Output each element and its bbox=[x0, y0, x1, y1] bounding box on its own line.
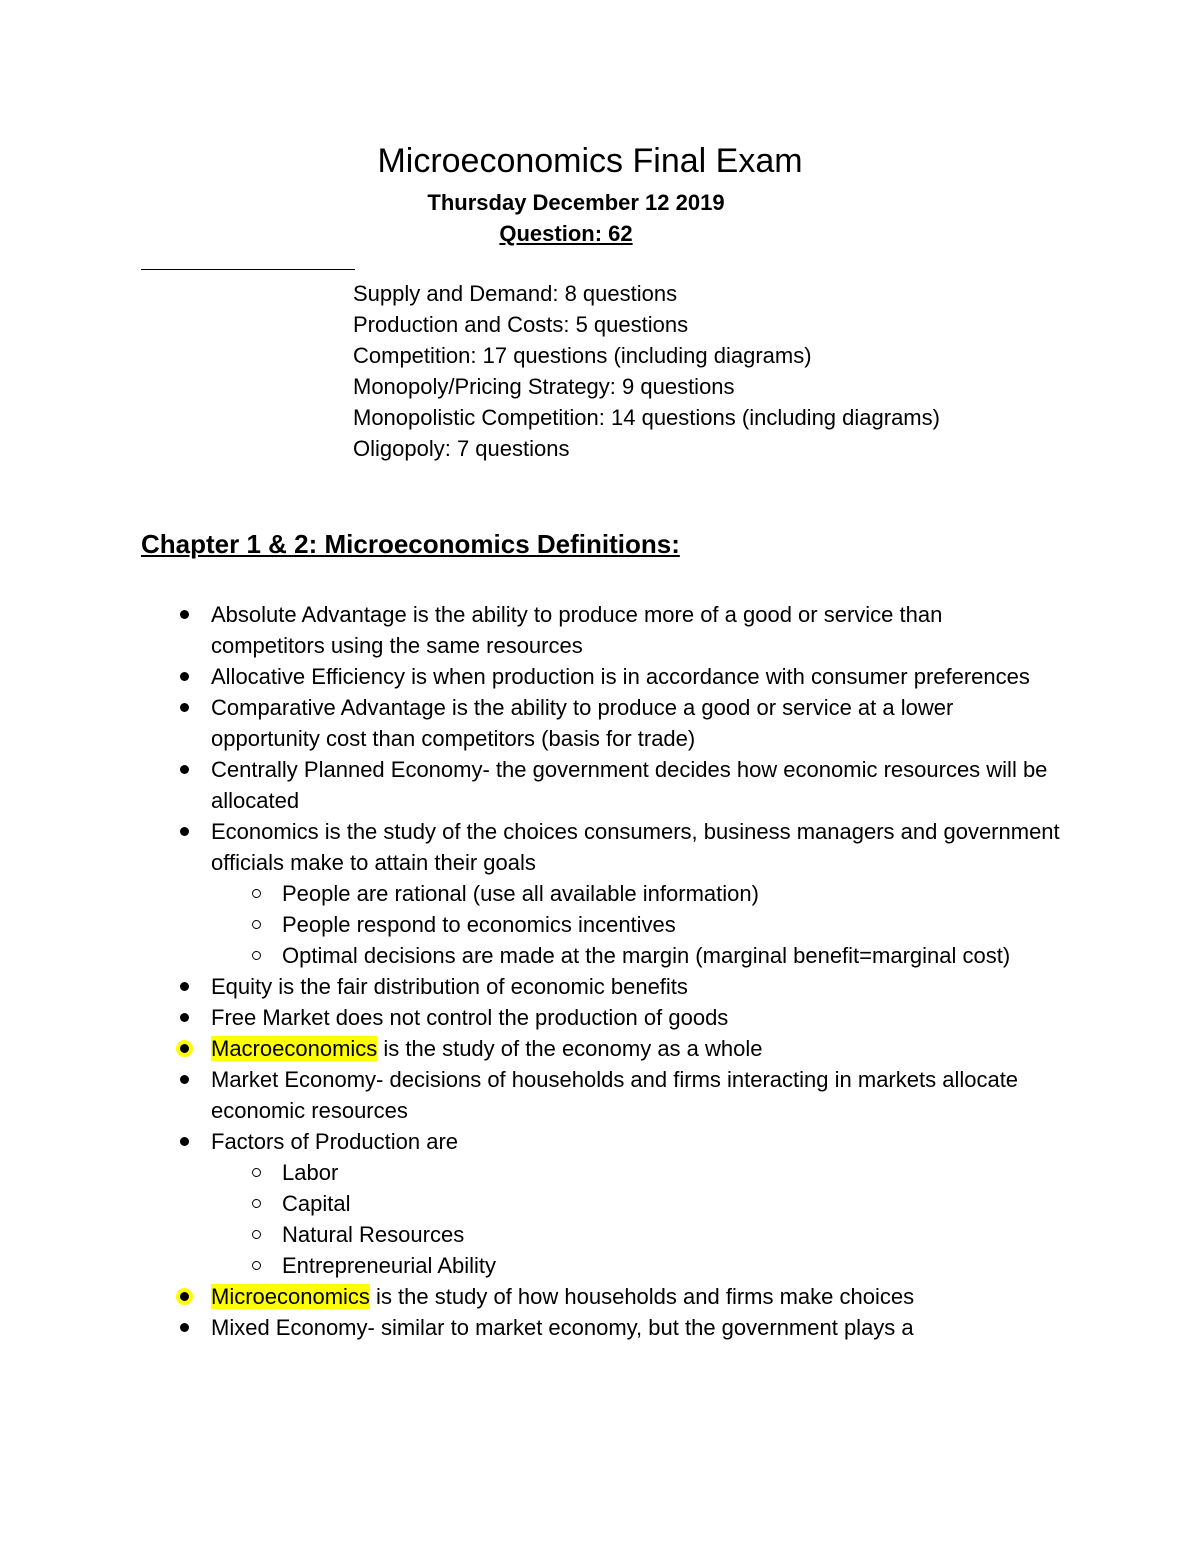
definition-centrally-planned-economy: Centrally Planned Economy- the government decides how economic resources will be allocated bbox=[141, 754, 1061, 816]
topic-item: Monopoly/Pricing Strategy: 9 questions bbox=[353, 374, 735, 399]
definition-comparative-advantage: Comparative Advantage is the ability to produce a good or service at a lower opportunity cost than competitors (basis for trade) bbox=[141, 692, 1061, 754]
exam-date: Thursday December 12 2019 bbox=[427, 190, 725, 215]
topic-item: Supply and Demand: 8 questions bbox=[353, 281, 678, 306]
definition-factors-text: Factors of Production are bbox=[211, 1129, 459, 1154]
economics-sub-list bbox=[211, 878, 1061, 971]
definition-text: is the study of the economy as a whole bbox=[377, 1036, 763, 1061]
topic-item: Competition: 17 questions (including diagrams) bbox=[353, 343, 812, 368]
definition-factors-of-production bbox=[141, 1126, 1061, 1281]
page-title: Microeconomics Final Exam bbox=[377, 142, 803, 180]
sub-item: Optimal decisions are made at the margin (marginal benefit=marginal cost) bbox=[211, 940, 1061, 971]
definition-allocative-efficiency: Allocative Efficiency is when production is in accordance with consumer preferences bbox=[141, 661, 1061, 692]
chapter-heading: Chapter 1 & 2: Microeconomics Definitions: bbox=[141, 529, 680, 559]
sub-item: People are rational (use all available information) bbox=[211, 878, 1061, 909]
factors-sub-list bbox=[211, 1157, 1061, 1281]
definitions-list bbox=[141, 599, 1061, 1343]
sub-item: Labor bbox=[211, 1157, 1061, 1188]
divider-line bbox=[141, 269, 355, 270]
topic-breakdown-list bbox=[353, 278, 940, 464]
highlighted-term: Macroeconomics bbox=[211, 1036, 378, 1061]
definition-macroeconomics bbox=[141, 1033, 1061, 1064]
definition-market-economy: Market Economy- decisions of households and firms interacting in markets allocate economic resources bbox=[141, 1064, 1061, 1126]
definition-free-market: Free Market does not control the production of goods bbox=[141, 1002, 1061, 1033]
definition-text: is the study of how households and firms make choices bbox=[369, 1284, 915, 1309]
topic-item: Monopolistic Competition: 14 questions (including diagrams) bbox=[353, 405, 940, 430]
sub-item: Natural Resources bbox=[211, 1219, 1061, 1250]
definition-microeconomics bbox=[141, 1281, 1061, 1312]
definition-mixed-economy: Mixed Economy- similar to market economy, but the government plays a bbox=[141, 1312, 1061, 1343]
sub-item: People respond to economics incentives bbox=[211, 909, 1061, 940]
topic-item: Oligopoly: 7 questions bbox=[353, 436, 570, 461]
sub-item: Capital bbox=[211, 1188, 1061, 1219]
definition-absolute-advantage: Absolute Advantage is the ability to produce more of a good or service than competitors using the same resources bbox=[141, 599, 1061, 661]
topic-item: Production and Costs: 5 questions bbox=[353, 312, 689, 337]
question-count: Question: 62 bbox=[499, 221, 633, 246]
definition-economics-text: Economics is the study of the choices consumers, business managers and government officials make to attain their goals bbox=[211, 819, 1060, 875]
highlighted-term: Microeconomics bbox=[211, 1284, 370, 1309]
definition-equity: Equity is the fair distribution of economic benefits bbox=[141, 971, 1061, 1002]
sub-item: Entrepreneurial Ability bbox=[211, 1250, 1061, 1281]
definition-economics bbox=[141, 816, 1061, 971]
